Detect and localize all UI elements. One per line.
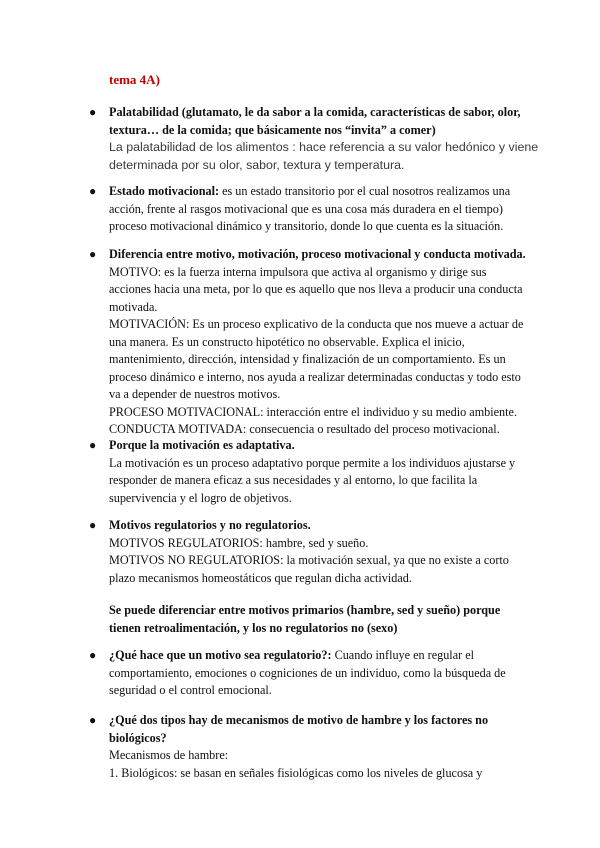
item-text-line: La palatabilidad de los alimentos : hace referencia a su valor hedónico y viene: [109, 140, 539, 154]
item-heading-line: biológicos?: [109, 730, 167, 745]
item-text-line: una manera. Es un constructo hipotético no observable. Explica el inicio,: [109, 334, 465, 349]
bullet-icon: ●: [89, 713, 97, 727]
item-text-line: responder de manera eficaz a sus necesidades y al entorno, lo que facilita la: [109, 473, 478, 487]
item-text-line: MOTIVACIÓN: Es un proceso explicativo de la conducta que nos mueve a actuar de: [109, 317, 524, 331]
section-title: tema 4A): [109, 72, 160, 87]
item-text-line: Mecanismos de hambre:: [109, 748, 229, 762]
item-text-line: plazo mecanismos homeostáticos que regulan dicha actividad.: [109, 570, 412, 585]
list-item-diferencia: [89, 246, 529, 439]
item-heading: ¿Qué hace que un motivo sea regulatorio?:: [109, 648, 332, 662]
list-item-estado-motivacional: [89, 183, 529, 236]
item-text-line: MOTIVOS REGULATORIOS: hambre, sed y sueño.: [109, 535, 369, 550]
item-text-line: mantenimiento, dirección, intensidad y finalización de un comportamiento. Es un: [109, 352, 506, 366]
item-text-line: MOTIVOS NO REGULATORIOS: la motivación sexual, ya que no existe a corto: [109, 553, 509, 567]
bullet-icon: ●: [89, 247, 97, 261]
item-text-line: motivada.: [109, 299, 158, 314]
item-heading: Diferencia entre motivo, motivación, proceso motivacional y conducta motivada.: [109, 247, 526, 261]
item-heading: Porque la motivación es adaptativa.: [109, 438, 295, 452]
item-text-line: MOTIVO: es la fuerza interna impulsora que activa al organismo y dirige sus: [109, 264, 487, 279]
list-item-adaptativa: [89, 437, 529, 507]
bold-note: [109, 602, 529, 637]
note-line: tienen retroalimentación, y los no regulatorios no (sexo): [109, 620, 398, 635]
bullet-icon: ●: [89, 438, 97, 452]
item-heading-line: textura… de la comida; que básicamente nos “invita” a comer): [109, 122, 436, 137]
item-text-line: supervivencia y el logro de objetivos.: [109, 490, 292, 505]
bullet-icon: ●: [89, 105, 97, 119]
item-text: Cuando influye en regular el: [331, 648, 475, 662]
item-text-line: proceso dinámico e interno, nos ayuda a realizar determinadas conductas y todo esto: [109, 369, 521, 384]
note-line: Se puede diferenciar entre motivos primarios (hambre, sed y sueño) porque: [109, 603, 501, 617]
item-heading-line: Palatabilidad (glutamato, le da sabor a la comida, características de sabor, olor,: [109, 105, 521, 119]
list-item-motivos-regulatorios: [89, 517, 529, 587]
item-text-line: va a depender de nuestros motivos.: [109, 387, 281, 401]
item-text-line: seguridad o el control emocional.: [109, 683, 272, 697]
list-item-palatabilidad: [89, 104, 539, 174]
item-text-line: acción, frente al rasgos motivacional que es una cosa más duradera en el tiempo): [109, 201, 503, 216]
item-text-line: PROCESO MOTIVACIONAL: interacción entre el individuo y su medio ambiente.: [109, 404, 517, 419]
item-heading-line: ¿Qué dos tipos hay de mecanismos de motivo de hambre y los factores no: [109, 713, 489, 727]
item-text-line: comportamiento, emociones o cogniciones de un individuo, como la búsqueda de: [109, 665, 506, 680]
bullet-icon: ●: [89, 518, 97, 532]
item-text-line: proceso motivacional dinámico y transitorio, donde lo que cuenta es la situación.: [109, 219, 504, 233]
bullet-icon: ●: [89, 648, 97, 662]
item-text-line: La motivación es un proceso adaptativo porque permite a los individuos ajustarse y: [109, 455, 516, 470]
bullet-icon: ●: [89, 184, 97, 198]
item-heading: Estado motivacional:: [109, 184, 220, 198]
item-text-line: acciones hacia una meta, por lo que es aquello que nos lleva a producir una conducta: [109, 282, 523, 296]
item-text-line: CONDUCTA MOTIVADA: consecuencia o resultado del proceso motivacional.: [109, 422, 500, 436]
item-text-line: 1. Biológicos: se basan en señales fisiológicas como los niveles de glucosa y: [109, 765, 483, 780]
item-heading: Motivos regulatorios y no regulatorios.: [109, 518, 311, 532]
list-item-mecanismos-hambre: [89, 712, 529, 782]
item-text: es un estado transitorio por el cual nosotros realizamos una: [219, 184, 511, 198]
list-item-motivo-regulatorio: [89, 647, 529, 700]
item-text-line: determinada por su olor, sabor, textura y temperatura.: [109, 157, 405, 172]
